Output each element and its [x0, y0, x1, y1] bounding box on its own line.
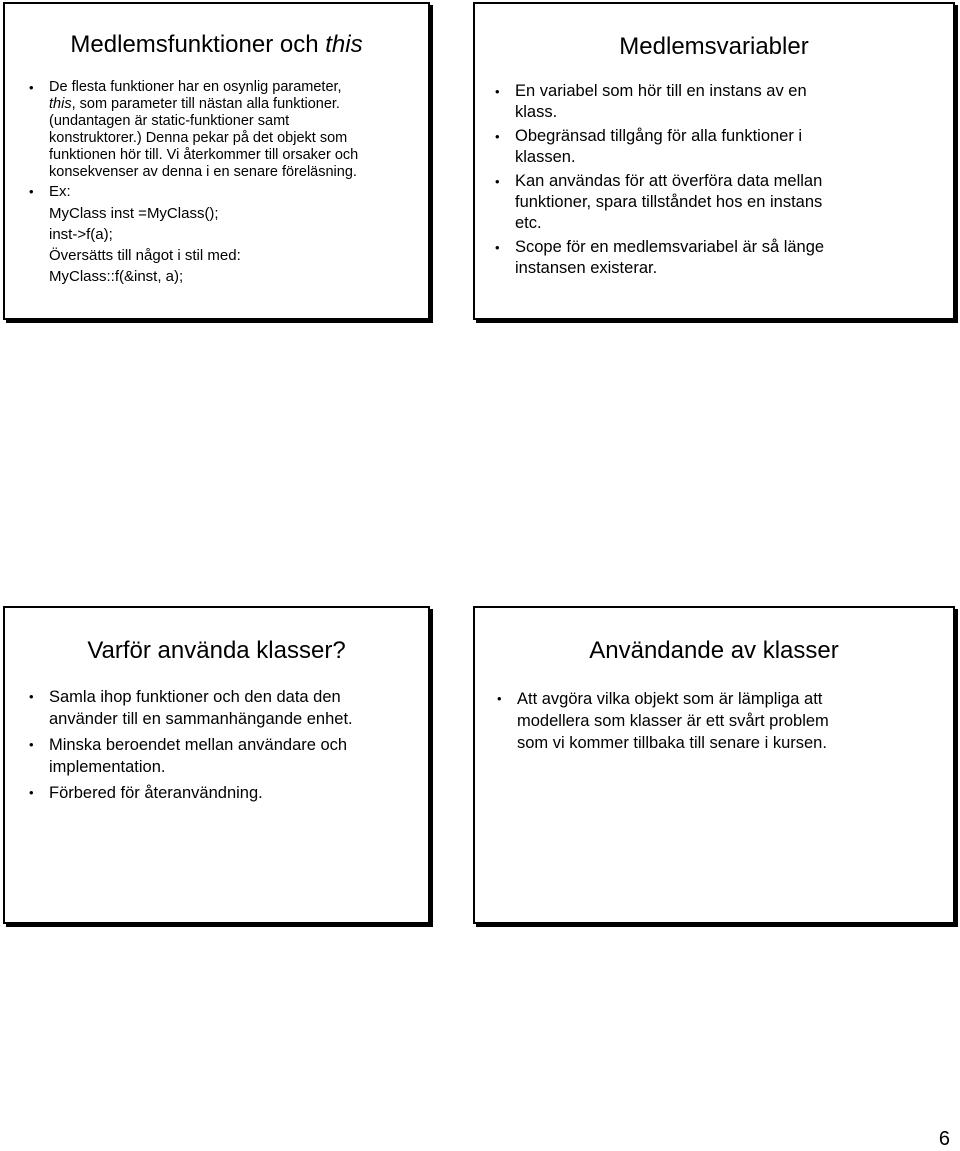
list-item: • Kan användas för att överföra data mellan funktioner, spara tillståndet hos en instans etc. [495, 172, 823, 232]
slide-title: Varför använda klasser? [87, 637, 346, 664]
bullet-list [27, 686, 417, 808]
slide-title: Medlemsvariabler [619, 33, 809, 60]
bullet-icon: • [29, 737, 34, 752]
slide-title: Användande av klasser [589, 637, 839, 664]
slide-anvandande-av-klasser [473, 606, 955, 924]
bullet-icon: • [29, 80, 34, 95]
bullet-icon: • [495, 240, 500, 255]
slide-title: Medlemsfunktioner och this [70, 31, 363, 58]
list-item: • Samla ihop funktioner och den data den använder till en sammanhängande enhet. [29, 688, 353, 728]
bullet-list [27, 79, 417, 287]
bullet-list [495, 688, 945, 754]
list-item: • Att avgöra vilka objekt som är lämpliga att modellera som klasser är ett svårt problem som vi kommer tillbaka till senare i kursen. [497, 690, 829, 752]
list-item: • En variabel som hör till en instans av en klass. [495, 82, 807, 121]
slide-varfor-anvanda-klasser [3, 606, 430, 924]
slide-medlemsvariabler [473, 2, 955, 320]
bullet-icon: • [29, 689, 34, 704]
bullet-icon: • [497, 691, 502, 706]
bullet-icon: • [495, 174, 500, 189]
bullet-icon: • [495, 129, 500, 144]
list-item: • Obegränsad tillgång för alla funktioner i klassen. [495, 127, 803, 166]
bullet-icon: • [29, 785, 34, 800]
code-example: MyClass inst =MyClass(); inst->f(a); Översätts till något i stil med: MyClass::f(&inst, a); [49, 205, 241, 285]
page-number: 6 [938, 1128, 950, 1150]
bullet-icon: • [495, 84, 500, 99]
bullet-list [493, 81, 933, 282]
list-item: • Ex: [29, 183, 71, 200]
list-item: • Förbered för återanvändning. [29, 784, 263, 802]
bullet-icon: • [29, 184, 34, 199]
list-item: • Scope för en medlemsvariabel är så länge instansen existerar. [495, 238, 825, 277]
list-item: • Minska beroendet mellan användare och implementation. [29, 736, 348, 776]
list-item: • De flesta funktioner har en osynlig parameter, this, som parameter till nästan alla funktioner. (undantagen är static-funktioner samt konstruktorer.) Denna pekar på det objekt som funktionen hör till. Vi återkommer till orsaker och konsekvenser av denna i en senare föreläsning. [29, 79, 359, 180]
slide-medlemsfunktioner [3, 2, 430, 320]
